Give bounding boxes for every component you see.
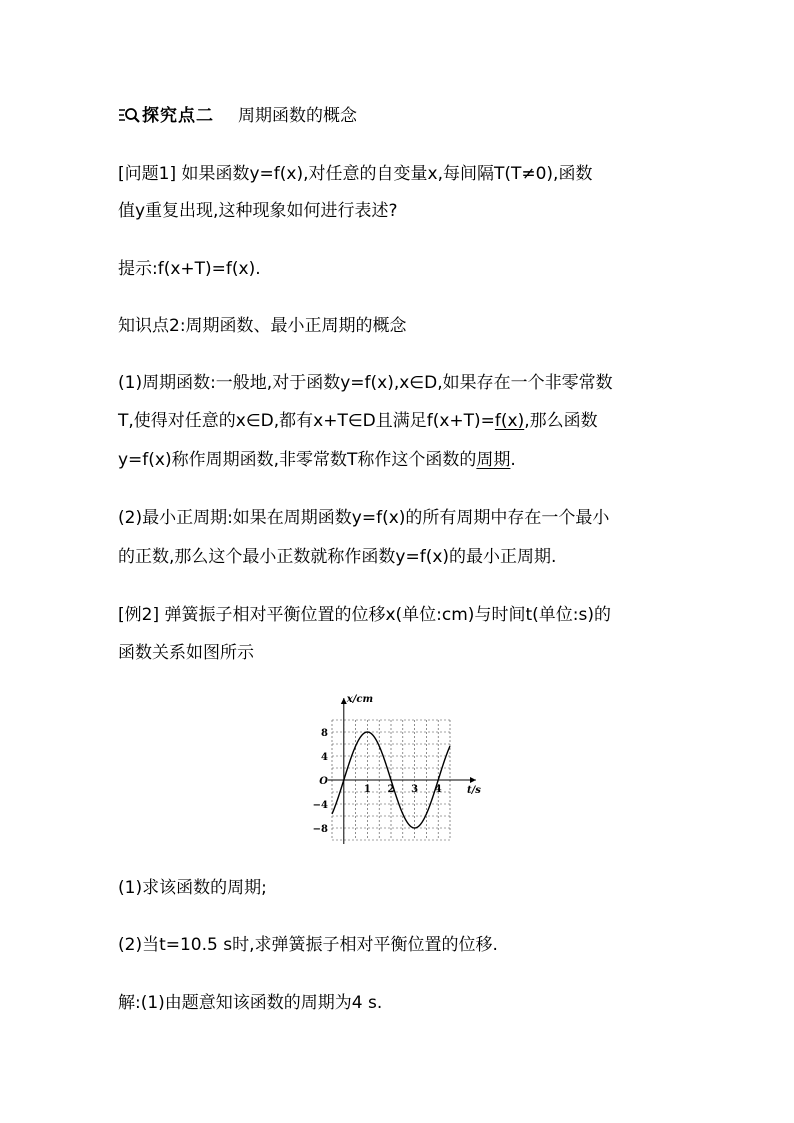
question-line-1: [问题1] 如果函数y=f(x),对任意的自变量x,每间隔T(T≠0),函数 (118, 164, 593, 184)
def1-line-3 (118, 448, 694, 472)
x-tick-label: 2 (387, 784, 395, 795)
answer-blank-fx: f(x) (494, 411, 525, 431)
answer-blank-period: 周期 (476, 450, 511, 470)
chart-svg (300, 688, 500, 858)
chart-axes (328, 694, 481, 844)
magnifier-icon (118, 106, 142, 131)
y-tick-label: −4 (312, 800, 328, 811)
oscillation-chart (300, 688, 500, 858)
section-subtitle: 周期函数的概念 (238, 106, 357, 126)
def1-line-2-text: T,使得对任意的x∈D,都有x+T∈D且满足f(x+T)= (118, 411, 495, 431)
example-line-1: [例2] 弹簧振子相对平衡位置的位移x(单位:cm)与时间t(单位:s)的 (118, 605, 611, 625)
x-tick-label: 4 (434, 784, 442, 795)
y-tick-label: −8 (312, 824, 328, 835)
def1-line-3-text: y=f(x)称作周期函数,非零常数T称作这个函数的 (118, 450, 477, 470)
x-tick-label: 1 (363, 784, 371, 795)
y-tick-label: O (319, 776, 328, 787)
def2-line-1: (2)最小正周期:如果在周期函数y=f(x)的所有周期中存在一个最小 (118, 508, 610, 528)
x-axis-arrow (470, 777, 476, 783)
knowledge-title: 知识点2:周期函数、最小正周期的概念 (118, 316, 407, 336)
hint-text: 提示:f(x+T)=f(x). (118, 259, 261, 279)
question-line-2: 值y重复出现,这种现象如何进行表述? (118, 201, 398, 221)
question-2: (2)当t=10.5 s时,求弹簧振子相对平衡位置的位移. (118, 935, 498, 955)
section-title: 探究点二 (142, 106, 214, 126)
def2-line-2: 的正数,那么这个最小正数就称作函数y=f(x)的最小正周期. (118, 547, 557, 567)
def1-line-1: (1)周期函数:一般地,对于函数y=f(x),x∈D,如果存在一个非零常数 (118, 373, 613, 393)
def1-line-3-tail: . (510, 450, 516, 470)
x-axis-label: t/s (467, 785, 481, 796)
solution-text: 解:(1)由题意知该函数的周期为4 s. (118, 993, 383, 1013)
def1-line-2-tail: ,那么函数 (524, 411, 598, 431)
y-tick-label: 4 (321, 752, 328, 763)
question-1: (1)求该函数的周期; (118, 878, 267, 898)
x-tick-label: 3 (411, 784, 419, 795)
def1-line-2 (118, 409, 694, 433)
example-line-2: 函数关系如图所示 (118, 643, 254, 663)
section-heading (118, 104, 694, 131)
y-tick-label: 8 (321, 728, 328, 739)
y-axis-label: x/cm (346, 694, 374, 705)
